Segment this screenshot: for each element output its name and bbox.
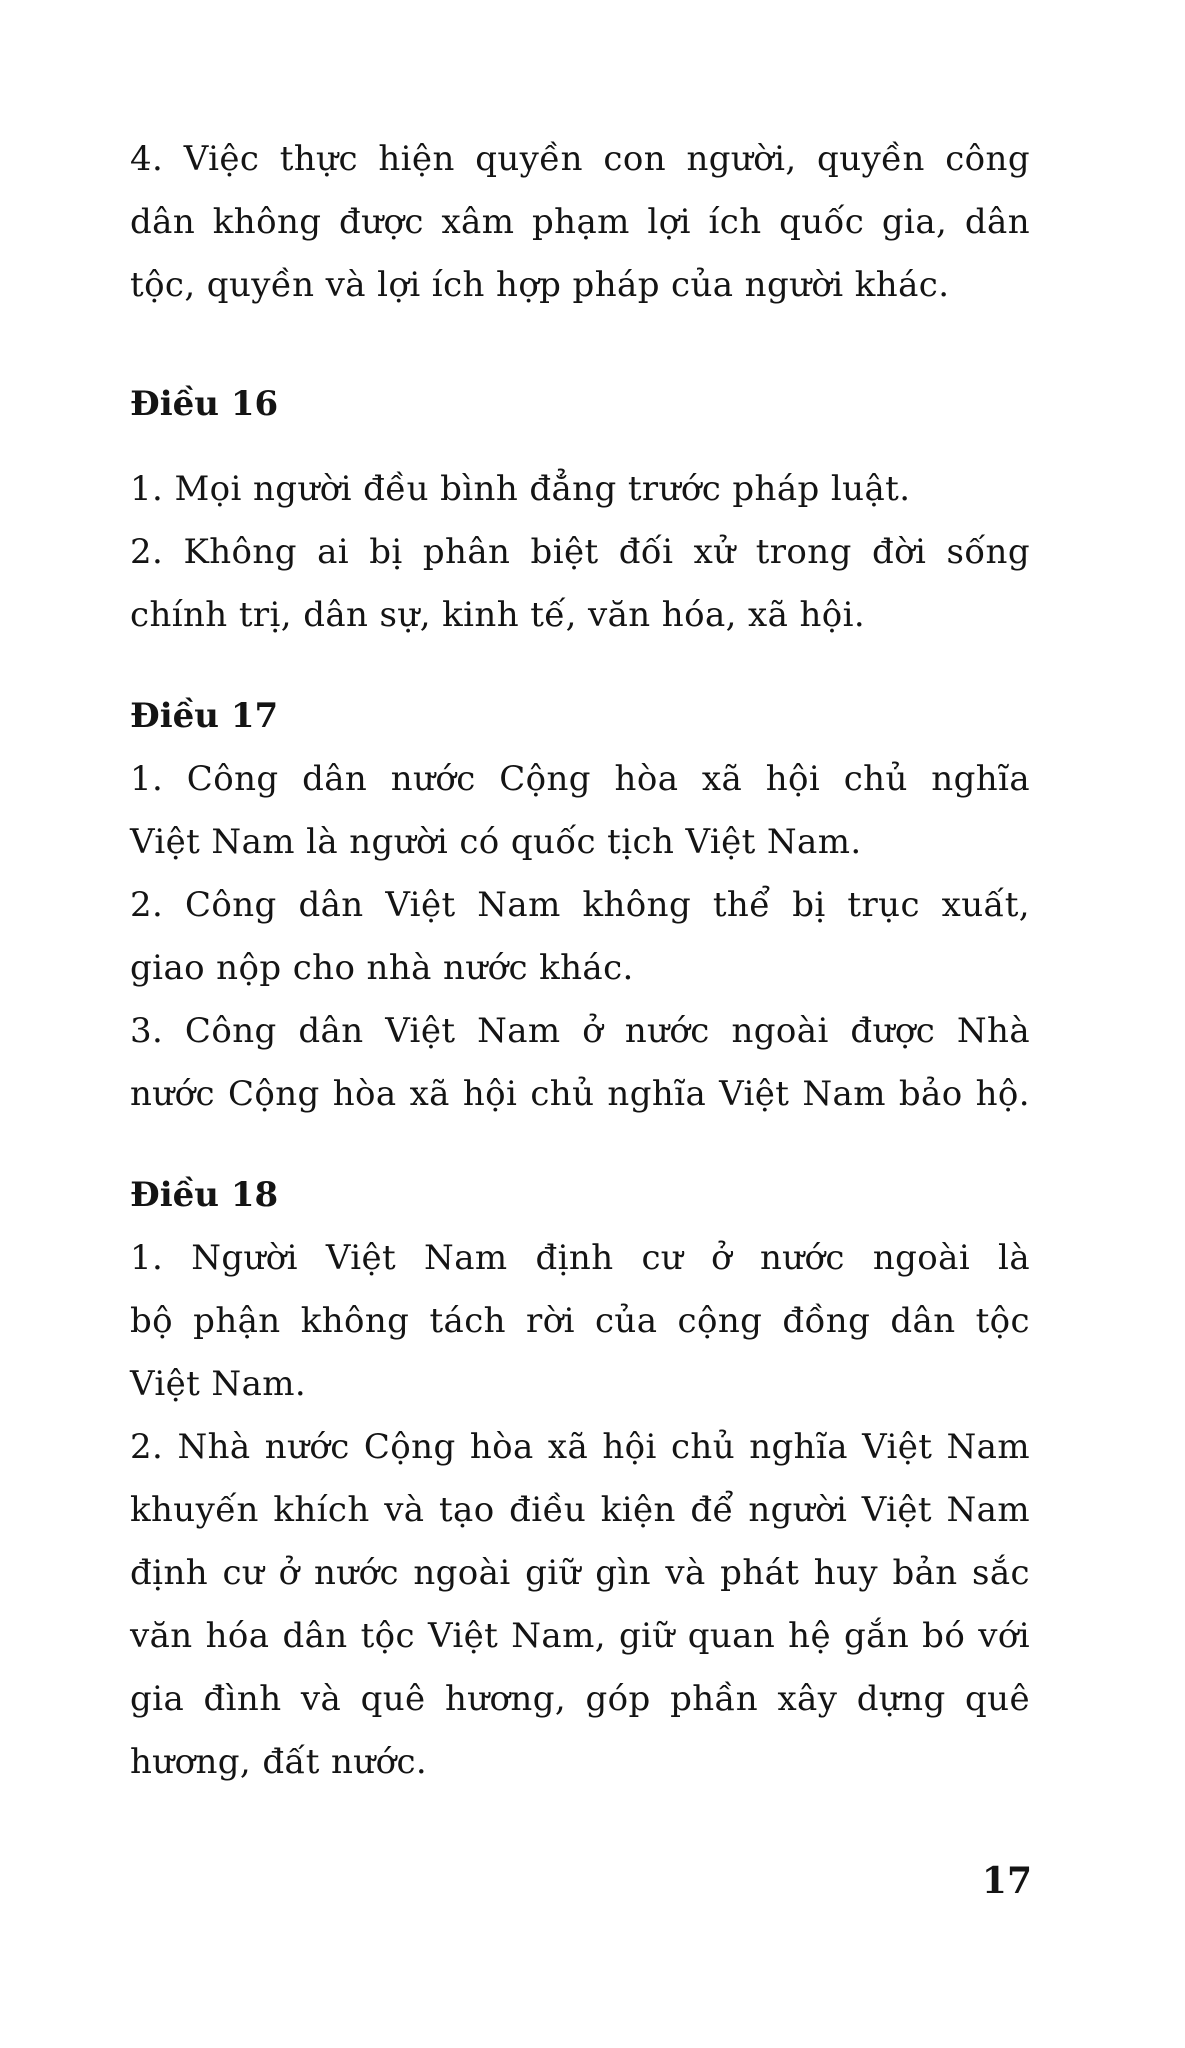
text-line: khuyến khích và tạo điều kiện để người Việt Nam <box>130 1490 1030 1530</box>
article-18 <box>130 1164 1030 1794</box>
text-line: nước Cộng hòa xã hội chủ nghĩa Việt Nam bảo hộ. <box>130 1074 1030 1114</box>
article-heading: Điều 16 <box>130 384 279 424</box>
text-line: Việt Nam. <box>130 1364 307 1404</box>
text-line: 2. Không ai bị phân biệt đối xử trong đời sống <box>130 532 1030 572</box>
text-line: 2. Nhà nước Cộng hòa xã hội chủ nghĩa Việt Nam <box>130 1427 1030 1467</box>
article-17 <box>130 685 1030 1126</box>
text-line: giao nộp cho nhà nước khác. <box>130 948 634 988</box>
text-line: văn hóa dân tộc Việt Nam, giữ quan hệ gắn bó với <box>130 1616 1030 1656</box>
text-line: bộ phận không tách rời của cộng đồng dân tộc <box>130 1301 1030 1341</box>
text-line: định cư ở nước ngoài giữ gìn và phát huy bản sắc <box>130 1553 1030 1593</box>
text-line: dân không được xâm phạm lợi ích quốc gia, dân <box>130 202 1030 242</box>
text-line: 1. Người Việt Nam định cư ở nước ngoài là <box>130 1238 1030 1278</box>
text-line: Việt Nam là người có quốc tịch Việt Nam. <box>130 822 862 862</box>
text-line: 2. Công dân Việt Nam không thể bị trục xuất, <box>130 885 1030 925</box>
page-number: 17 <box>981 1860 1032 1902</box>
intro-paragraph <box>130 128 1030 317</box>
text-line: 1. Công dân nước Cộng hòa xã hội chủ nghĩa <box>130 759 1030 799</box>
text-line: gia đình và quê hương, góp phần xây dựng quê <box>130 1679 1030 1719</box>
text-line: 3. Công dân Việt Nam ở nước ngoài được Nhà <box>130 1011 1030 1051</box>
text-line: 4. Việc thực hiện quyền con người, quyền công <box>130 139 1030 179</box>
text-line: tộc, quyền và lợi ích hợp pháp của người khác. <box>130 265 950 305</box>
article-heading: Điều 18 <box>130 1175 279 1215</box>
text-line: hương, đất nước. <box>130 1742 428 1782</box>
page-content <box>130 128 1030 1794</box>
article-16 <box>130 373 1030 647</box>
text-line: 1. Mọi người đều bình đẳng trước pháp luật. <box>130 469 911 509</box>
article-heading: Điều 17 <box>130 696 279 736</box>
text-line: chính trị, dân sự, kinh tế, văn hóa, xã hội. <box>130 595 866 635</box>
